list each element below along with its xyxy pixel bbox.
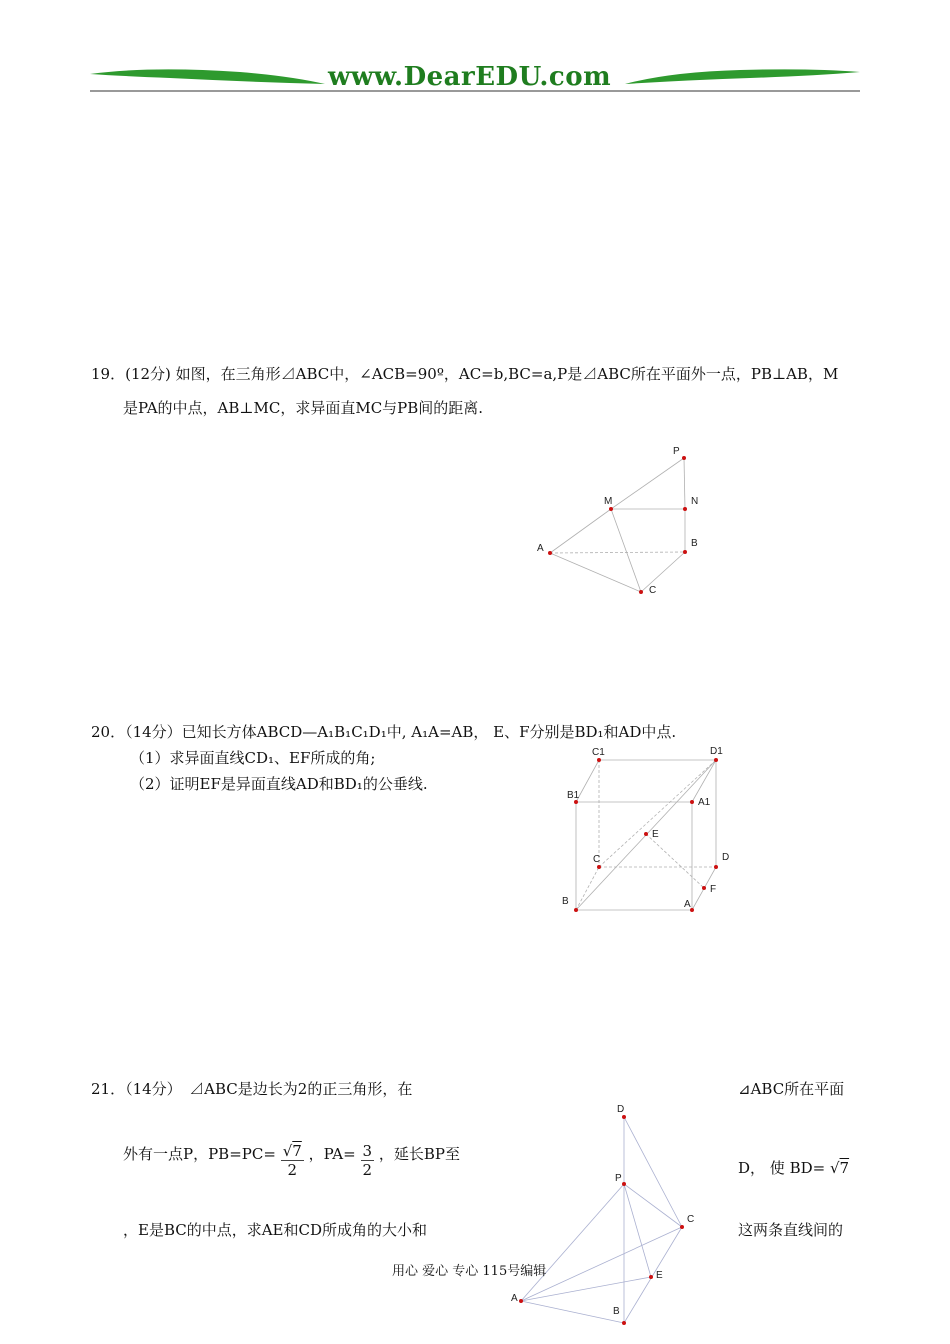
- q21-label-p: P: [615, 1173, 622, 1184]
- q21-point-d: [622, 1115, 626, 1119]
- q20-label-e: E: [652, 829, 659, 840]
- q19-point-c: [639, 590, 643, 594]
- q20-part2: （2）证明EF是异面直线AD和BD₁的公垂线.: [130, 775, 428, 793]
- q20-label-d1: D1: [710, 746, 723, 757]
- q20-point-d1: [714, 758, 718, 762]
- q21-sqrt7-value: 7: [292, 1142, 302, 1160]
- q19-label-b: B: [691, 538, 698, 549]
- q21-line2-a: 外有一点P，PB=PC=: [123, 1145, 276, 1163]
- q21-den-2a: 2: [287, 1161, 298, 1179]
- q20-point-e: [644, 832, 648, 836]
- q20-figure: [560, 742, 740, 917]
- q19-line2: 是PA的中点，AB⊥MC，求异面直MC与PB间的距离.: [123, 399, 484, 417]
- footer-text: 用心 爱心 专心 115号编辑: [392, 1264, 547, 1279]
- q21-label-c: C: [687, 1214, 695, 1225]
- q19-point-n: [683, 507, 687, 511]
- q19-line1: 19．(12分) 如图，在三角形⊿ABC中，∠ACB=90º，AC=b,BC=a,P是⊿ABC所在平面外一点，PB⊥AB，M: [91, 365, 839, 383]
- q21-line3-left: ，E是BC的中点，求AE和CD所成角的大小和: [123, 1221, 428, 1239]
- q20-label-a1: A1: [698, 797, 711, 808]
- q19-point-b: [683, 550, 687, 554]
- q21-fraction-sqrt7-over-2: $\frac{√7}{2}$: [282, 1142, 302, 1179]
- q20-point-a1: [690, 800, 694, 804]
- q21-label-b: B: [613, 1306, 620, 1317]
- q20-label-f: F: [710, 884, 717, 895]
- q21-line2-right-text: D， 使 BD=: [738, 1159, 826, 1177]
- q21-label-e: E: [656, 1270, 663, 1281]
- q19-label-p: P: [673, 446, 680, 457]
- q21-line2: [123, 1144, 460, 1194]
- q20-label-c1: C1: [592, 747, 605, 758]
- header-banner: [90, 62, 860, 94]
- q20-point-f: [702, 886, 706, 890]
- q21-line2-b: ，PA=: [308, 1145, 356, 1163]
- q21-point-c: [680, 1225, 684, 1229]
- q21-line2-c: ，延长BP至: [378, 1145, 460, 1163]
- q19-label-c: C: [649, 585, 657, 596]
- q19-label-a: A: [537, 543, 544, 554]
- q21-line2-right: [738, 1148, 849, 1178]
- q20-label-d: D: [722, 852, 730, 863]
- q20-point-b: [574, 908, 578, 912]
- q21-point-e: [649, 1275, 653, 1279]
- q21-line1-left: 21．（14分） ⊿ABC是边长为2的正三角形，在: [91, 1080, 413, 1098]
- q20-point-d: [714, 865, 718, 869]
- q21-line3-right: 这两条直线间的: [738, 1221, 844, 1239]
- q21-point-a: [519, 1299, 523, 1303]
- site-title: www.DearEDU.com: [328, 62, 612, 92]
- q20-point-c: [597, 865, 601, 869]
- q19-point-m: [609, 507, 613, 511]
- q21-label-a: A: [511, 1293, 518, 1304]
- q21-num-3: 3: [362, 1142, 373, 1160]
- q20-label-a: A: [684, 899, 691, 910]
- q21-line1-right: ⊿ABC所在平面: [738, 1080, 845, 1098]
- q19-label-m: M: [604, 496, 613, 507]
- q20-title: 20．（14分）已知长方体ABCD—A₁B₁C₁D₁中, A₁A=AB， E、F分别是BD₁和AD中点.: [91, 723, 677, 741]
- q21-label-d: D: [617, 1104, 625, 1115]
- q19-figure: [530, 440, 720, 605]
- q19-point-p: [682, 456, 686, 460]
- q21-figure: [505, 1098, 705, 1338]
- q19-label-n: N: [691, 496, 699, 507]
- q20-label-b: B: [562, 896, 569, 907]
- q21-sqrt7-bd: √7: [829, 1159, 850, 1177]
- q21-fraction-3-over-2: [361, 1142, 375, 1179]
- q21-point-p: [622, 1182, 626, 1186]
- q20-point-c1: [597, 758, 601, 762]
- q20-label-c: C: [593, 854, 601, 865]
- q19-point-a: [548, 551, 552, 555]
- q21-den-2b: 2: [362, 1161, 373, 1179]
- q20-label-b1: B1: [567, 790, 580, 801]
- q20-part1: （1）求异面直线CD₁、EF所成的角;: [130, 749, 376, 767]
- q21-point-b: [622, 1321, 626, 1325]
